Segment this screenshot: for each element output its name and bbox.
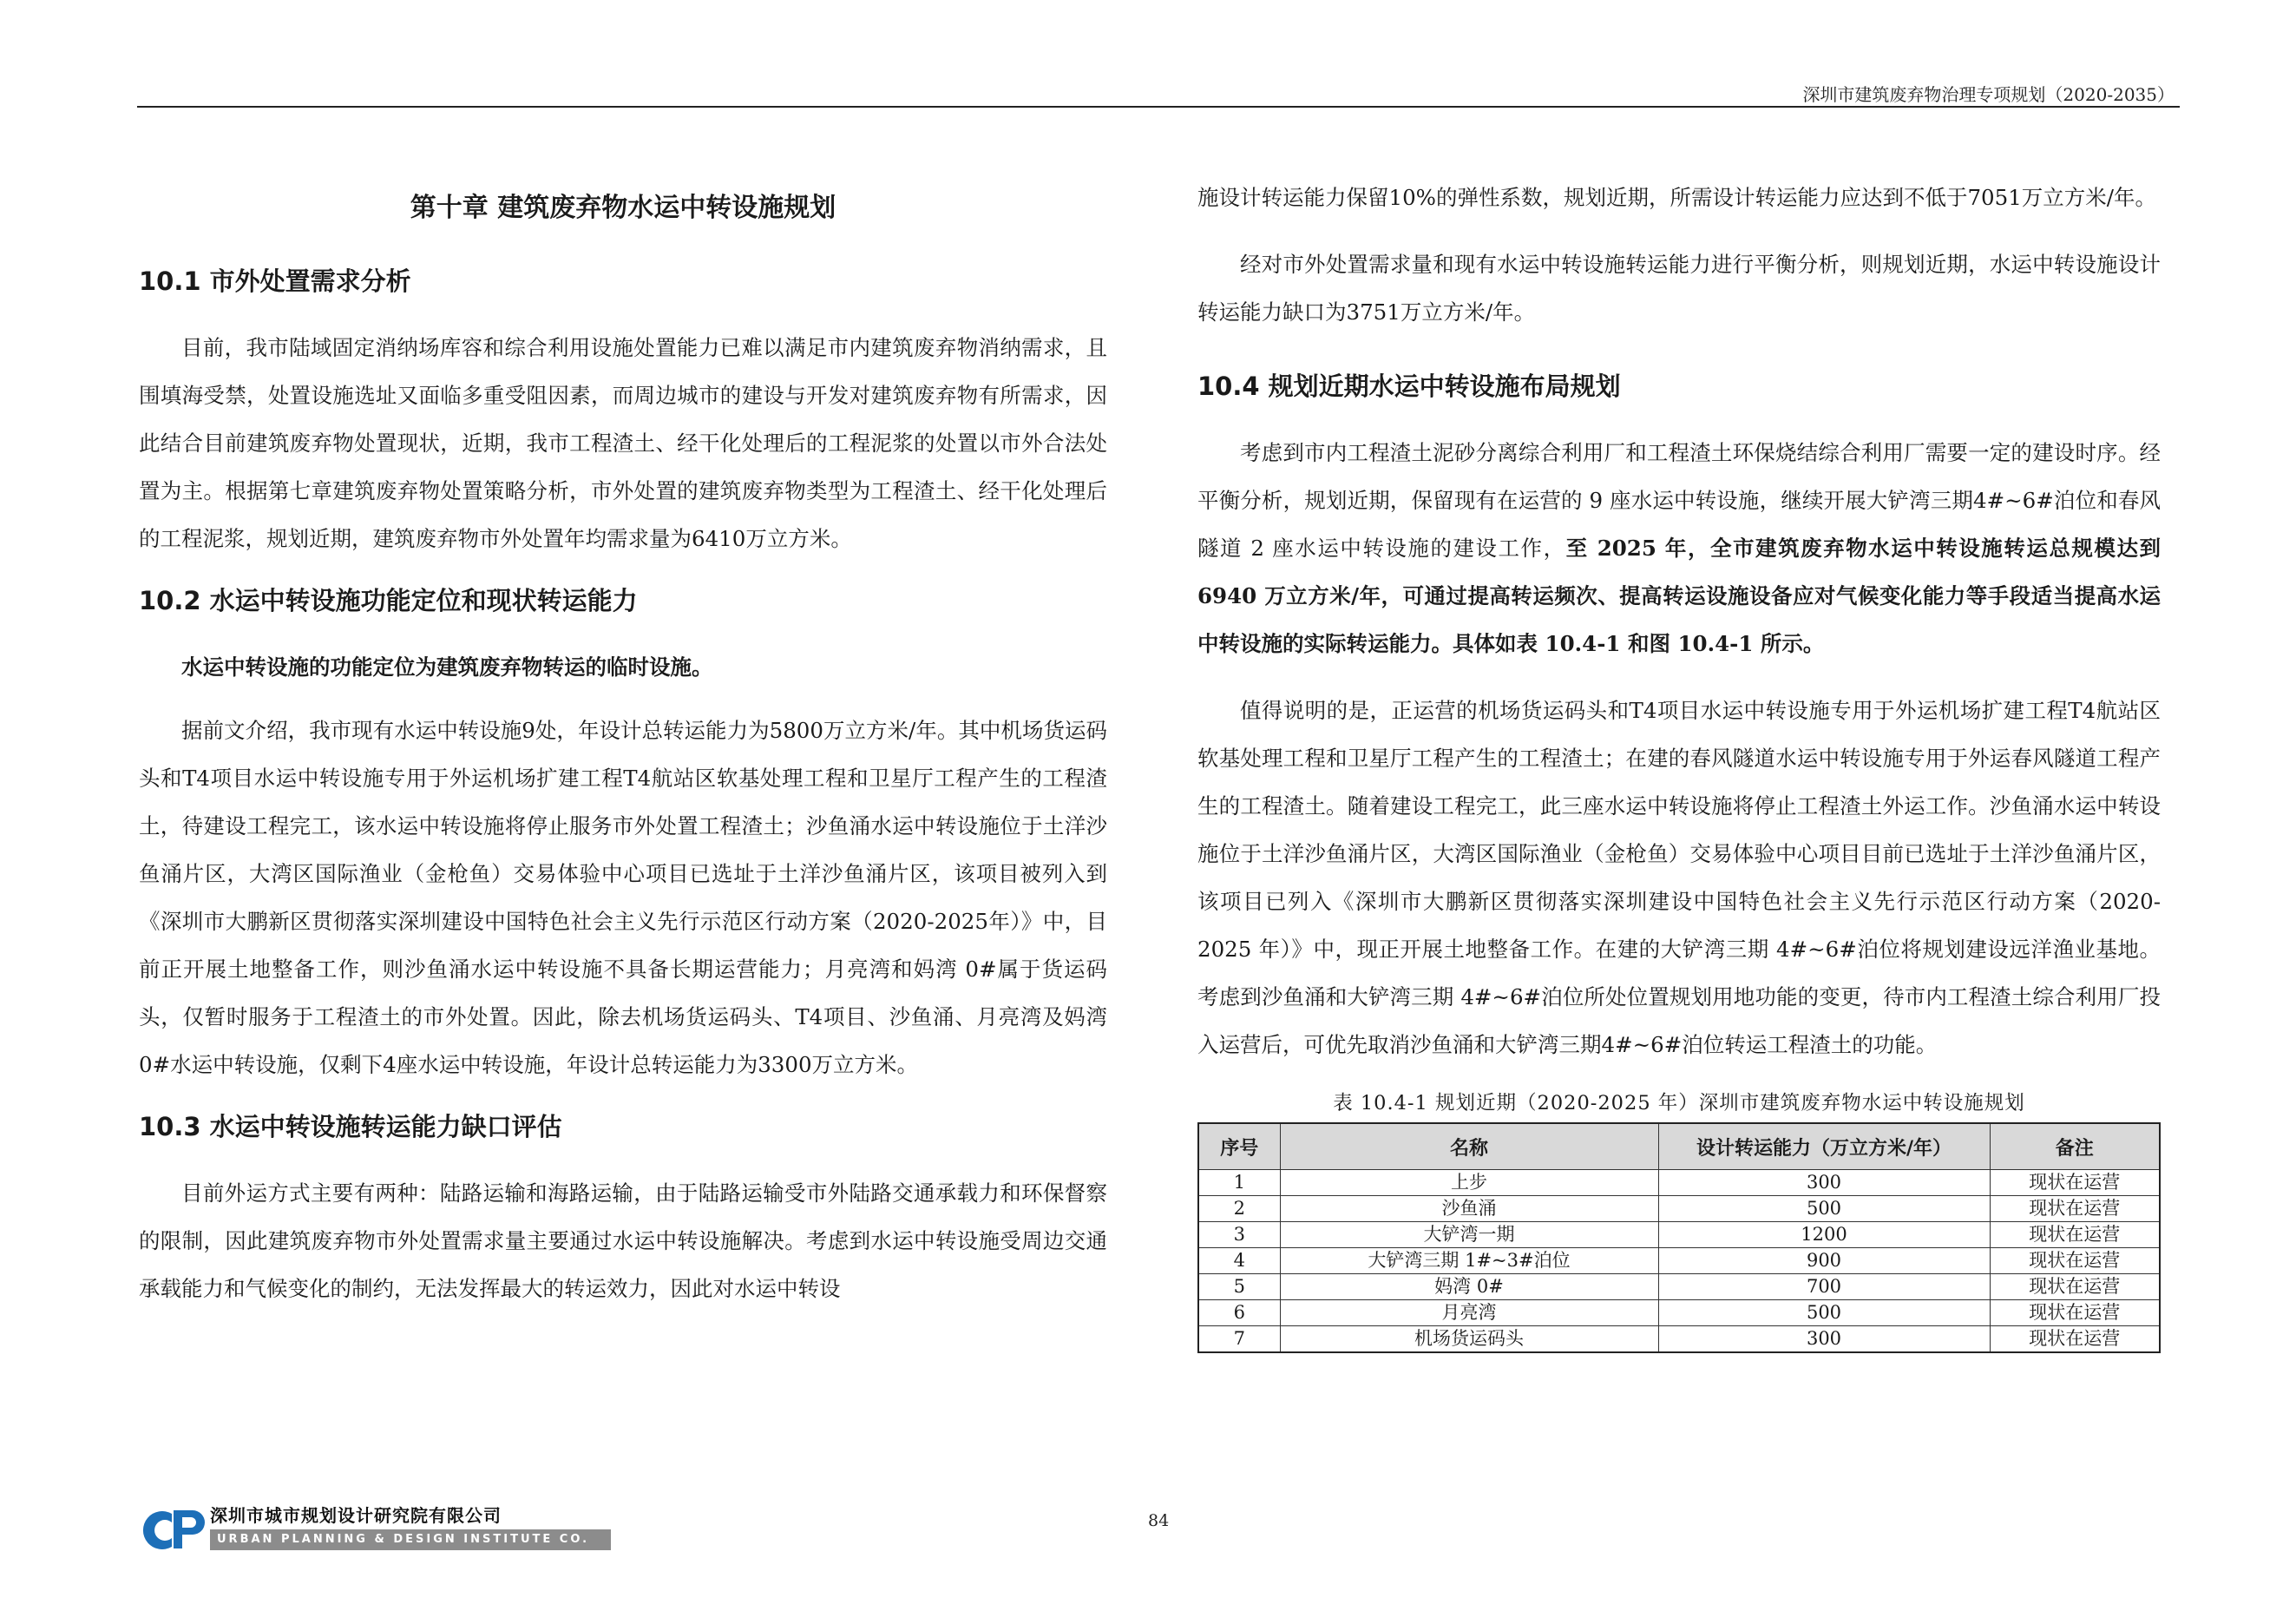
table-cell: 现状在运营 <box>1990 1222 2160 1248</box>
table-row <box>1198 1196 2160 1222</box>
table-cell: 700 <box>1658 1274 1990 1300</box>
paragraph: 目前外运方式主要有两种：陆路运输和海路运输，由于陆路运输受市外陆路交通承载力和环保督察的限制，因此建筑废弃物市外处置需求量主要通过水运中转设施解决。考虑到水运中转设施受周边交通承载能力和气候变化的制约，无法发挥最大的转运效力，因此对水运中转设 <box>139 1180 1107 1301</box>
table-cell: 900 <box>1658 1248 1990 1274</box>
table-row <box>1198 1248 2160 1274</box>
table-caption: 表 10.4-1 规划近期（2020-2025 年）深圳市建筑废弃物水运中转设施规划 <box>1333 1092 2025 1114</box>
table-cell: 300 <box>1658 1326 1990 1353</box>
facility-table <box>1197 1122 2161 1353</box>
section-heading-10-2: 10.2 水运中转设施功能定位和现状转运能力 <box>139 586 638 615</box>
chapter-title: 第十章 建筑废弃物水运中转设施规划 <box>410 193 836 223</box>
paragraph: 经对市外处置需求量和现有水运中转设施转运能力进行平衡分析，则规划近期，水运中转设施设计转运能力缺口为3751万立方米/年。 <box>1197 252 2161 325</box>
company-logo-icon <box>142 1505 212 1554</box>
paragraph: 据前文介绍，我市现有水运中转设施9处，年设计总转运能力为5800万立方米/年。其中机场货运码头和T4项目水运中转设施专用于外运机场扩建工程T4航站区软基处理工程和卫星厅工程产生的工程渣土，待建设工程完工，该水运中转设施将停止服务市外处置工程渣土；沙鱼涌水运中转设施位于土洋沙鱼涌片区，大湾区国际渔业（金枪鱼）交易体验中心项目已选址于土洋沙鱼涌片区，该项目被列入到《深圳市大鹏新区贯彻落实深圳建设中国特色社会主义先行示范区行动方案（2020-2025年）》中，目前正开展土地整备工作，则沙鱼涌水运中转设施不具备长期运营能力；月亮湾和妈湾 0#属于货运码头，仅暂时服务于工程渣土的市外处置。因此，除去机场货运码头、T4项目、沙鱼涌、月亮湾及妈湾0#水运中转设施，仅剩下4座水运中转设施，年设计总转运能力为3300万立方米。 <box>139 718 1107 1077</box>
paragraph: 目前，我市陆域固定消纳场库容和综合利用设施处置能力已难以满足市内建筑废弃物消纳需求，且围填海受禁，处置设施选址又面临多重受阻因素，而周边城市的建设与开发对建筑废弃物有所需求，因此结合目前建筑废弃物处置现状，近期，我市工程渣土、经干化处理后的工程泥浆的处置以市外合法处置为主。根据第七章建筑废弃物处置策略分析，市外处置的建筑废弃物类型为工程渣土、经干化处理后的工程泥浆，规划近期，建筑废弃物市外处置年均需求量为6410万立方米。 <box>139 335 1107 551</box>
section-heading-10-1: 10.1 市外处置需求分析 <box>139 266 411 296</box>
running-header: 深圳市建筑废弃物治理专项规划（2020-2035） <box>1802 84 2175 105</box>
section-heading-10-3: 10.3 水运中转设施转运能力缺口评估 <box>139 1112 562 1141</box>
table-cell: 妈湾 0# <box>1280 1274 1658 1300</box>
table-cell: 现状在运营 <box>1990 1274 2160 1300</box>
table-cell: 7 <box>1198 1326 1280 1353</box>
paragraph <box>1197 429 2161 667</box>
company-name-en: URBAN PLANNING & DESIGN INSTITUTE CO. OF SHENZHEN <box>210 1529 611 1550</box>
table-cell: 3 <box>1198 1222 1280 1248</box>
paragraph-bold-text: 至 2025 年，全市建筑废弃物水运中转设施转运总规模达到 6940 万立方米/年，可通过提高转运频次、提高转运设施设备应对气候变化能力等手段适当提高水运中转设施的实际转运能力。具体如表 10.4-1 和图 10.4-1 所示。 <box>1197 536 2161 656</box>
table-header-cell: 序号 <box>1198 1123 1280 1170</box>
table-cell: 1200 <box>1658 1222 1990 1248</box>
table-row <box>1198 1170 2160 1196</box>
table-header-cell: 设计转运能力（万立方米/年） <box>1658 1123 1990 1170</box>
table-cell: 5 <box>1198 1274 1280 1300</box>
table-header-cell: 名称 <box>1280 1123 1658 1170</box>
table-cell: 大铲湾三期 1#~3#泊位 <box>1280 1248 1658 1274</box>
table-cell: 现状在运营 <box>1990 1196 2160 1222</box>
table-cell: 现状在运营 <box>1990 1248 2160 1274</box>
table-cell: 现状在运营 <box>1990 1326 2160 1353</box>
page-number: 84 <box>1148 1511 1170 1530</box>
paragraph-continued: 施设计转运能力保留10%的弹性系数，规划近期，所需设计转运能力应达到不低于7051万立方米/年。 <box>1197 185 2157 210</box>
table-cell: 上步 <box>1280 1170 1658 1196</box>
footer-brand <box>139 1500 625 1567</box>
paragraph-text: 考虑到市内工程渣土泥砂分离综合利用厂和工程渣土环保烧结综合利用厂需要一定的建设时序。经平衡分析，规划近期，保留现有在运营的 9 座水运中转设施，继续开展大铲湾三期4#~6#泊位和春风隧道 2 座水运中转设施的建设工作， <box>1197 440 2161 561</box>
table-row <box>1198 1300 2160 1326</box>
table-cell: 500 <box>1658 1300 1990 1326</box>
table-row <box>1198 1274 2160 1300</box>
table-cell: 4 <box>1198 1248 1280 1274</box>
table-cell: 月亮湾 <box>1280 1300 1658 1326</box>
company-name-cn: 深圳市城市规划设计研究院有限公司 <box>210 1505 502 1526</box>
table-header-row <box>1198 1123 2160 1170</box>
table-cell: 1 <box>1198 1170 1280 1196</box>
left-column <box>139 165 1107 1331</box>
table-row <box>1198 1326 2160 1353</box>
table-cell: 6 <box>1198 1300 1280 1326</box>
table-cell: 机场货运码头 <box>1280 1326 1658 1353</box>
table-cell: 大铲湾一期 <box>1280 1222 1658 1248</box>
table-cell: 现状在运营 <box>1990 1300 2160 1326</box>
table-cell: 500 <box>1658 1196 1990 1222</box>
header-divider <box>137 106 2180 108</box>
section-heading-10-4: 10.4 规划近期水运中转设施布局规划 <box>1197 371 1621 401</box>
bold-lead-sentence: 水运中转设施的功能定位为建筑废弃物转运的临时设施。 <box>181 654 713 680</box>
right-column <box>1197 174 2161 1353</box>
table-cell: 300 <box>1658 1170 1990 1196</box>
table-cell: 2 <box>1198 1196 1280 1222</box>
table-row <box>1198 1222 2160 1248</box>
table-cell: 沙鱼涌 <box>1280 1196 1658 1222</box>
table-cell: 现状在运营 <box>1990 1170 2160 1196</box>
paragraph: 值得说明的是，正运营的机场货运码头和T4项目水运中转设施专用于外运机场扩建工程T4航站区软基处理工程和卫星厅工程产生的工程渣土；在建的春风隧道水运中转设施专用于外运春风隧道工程产生的工程渣土。随着建设工程完工，此三座水运中转设施将停止工程渣土外运工作。沙鱼涌水运中转设施位于土洋沙鱼涌片区，大湾区国际渔业（金枪鱼）交易体验中心项目目前已选址于土洋沙鱼涌片区，该项目已列入《深圳市大鹏新区贯彻落实深圳建设中国特色社会主义先行示范区行动方案（2020-2025 年）》中，现正开展土地整备工作。在建的大铲湾三期 4#~6#泊位将规划建设远洋渔业基地。考虑到沙鱼涌和大铲湾三期 4#~6#泊位所处位置规划用地功能的变更，待市内工程渣土综合利用厂投入运营后，可优先取消沙鱼涌和大铲湾三期4#~6#泊位转运工程渣土的功能。 <box>1197 698 2161 1057</box>
table-header-cell: 备注 <box>1990 1123 2160 1170</box>
